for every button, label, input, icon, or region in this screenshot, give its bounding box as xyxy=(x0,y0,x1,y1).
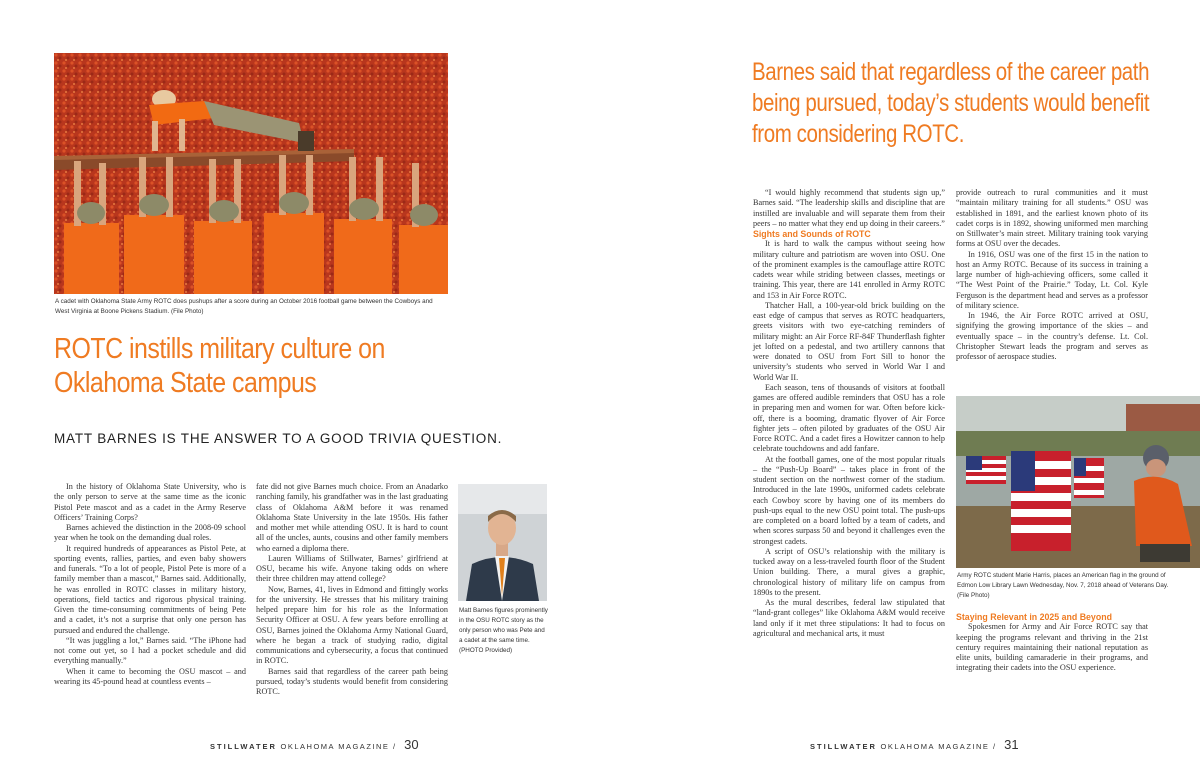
body-column-4-end xyxy=(956,612,1148,674)
paragraph: As the mural describes, federal law stipulated that “land-grant colleges” like Oklahoma A&M would receive land only if it met three stipulations: It had to focus on agricultural and mechanical arts, it must xyxy=(753,598,945,638)
footer-brand: STILLWATER xyxy=(810,742,877,751)
pull-quote: Barnes said that regardless of the career path being pursued, today’s students would benefit from considering ROTC. xyxy=(752,58,1150,148)
footer-left: STILLWATER OKLAHOMA MAGAZINE / 30 xyxy=(210,737,419,752)
paragraph: In 1946, the Air Force ROTC arrived at OSU, signifying the growing importance of the skies – and eventually space – in the country’s defense. Lt. Col. Christopher Stewart leads the program and serves as professor of aerospace studies. xyxy=(956,311,1148,361)
footer-brand: STILLWATER xyxy=(210,742,277,751)
paragraph: “It was juggling a lot,” Barnes said. “The iPhone had not come out yet, so I had a pocket schedule and did everything manually.” xyxy=(54,635,246,666)
subhead-sights-sounds: Sights and Sounds of ROTC xyxy=(753,229,871,239)
paragraph: Each season, tens of thousands of visitors at football games are offered audible reminders that OSU has a role in preparing men and women for war. Often before kick-off, there is a booming, dramatic flyover of Air Force fighter jets – often piloted by graduates of the OSU Air Force ROTC. And a cadet fires a Howitzer cannon to help celebrate touchdowns and add fanfare. xyxy=(753,382,945,454)
paragraph: Lauren Williams of Stillwater, Barnes’ girlfriend at OSU, became his wife. Anyone taking odds on where their three children may attend college? xyxy=(256,553,448,584)
paragraph: provide outreach to rural communities and it must “maintain military training for all students.” OSU was established in 1891, and the earliest known photo of its cadet corps is in 1892, showing uniformed men marching on Stillwater’s main street. Military training took varying forms at OSU over the decades. xyxy=(956,188,1148,249)
paragraph: “I would highly recommend that students sign up,” Barnes said. “The leadership skills and discipline that are instilled are invaluable and will separate them from their peers – no matter what they end up doing in their careers.” xyxy=(753,188,945,228)
portrait-caption: Matt Barnes figures prominently in the OSU ROTC story as the only person who was Pete and a cadet at the same time. (PHOTO Provided) xyxy=(459,607,548,654)
body-column-4 xyxy=(956,188,1148,362)
body-column-3 xyxy=(753,188,945,639)
photo-caption: A cadet with Oklahoma State Army ROTC does pushups after a score during an October 2016 football game between the Cowboys and West Virginia at Boone Pickens Stadium. (File Photo) xyxy=(55,298,433,315)
paragraph: A script of OSU’s relationship with the military is tucked away on a less-traveled fourth floor of the Student Union building. There, a mural gives a graphic, chronological history of military life on campus from 1890s to the present. xyxy=(753,546,945,597)
article-deck: MATT BARNES IS THE ANSWER TO A GOOD TRIVIA QUESTION. xyxy=(54,431,503,446)
paragraph: Barnes achieved the distinction in the 2008-09 school year when he took on the demanding dual roles. xyxy=(54,523,246,543)
pushup-board-photo xyxy=(54,53,448,294)
portrait-photo xyxy=(458,484,547,601)
paragraph: Barnes said that regardless of the career path being pursued, today’s students would benefit from considering ROTC. xyxy=(256,666,448,696)
paragraph: In 1916, OSU was one of the first 15 in the nation to host an Army ROTC. Because of its success in training a large number of high-achieving officers, some called it “The West Point of the Prairie.” Today, Lt. Col. Kyle Ferguson is the department head and serves as a professor of military science. xyxy=(956,249,1148,310)
footer-mag: OKLAHOMA MAGAZINE xyxy=(280,742,390,751)
paragraph: Thatcher Hall, a 100-year-old brick building on the east edge of campus that serves as ROTC headquarters, greets visitors with two eye-catching reminders of military might: an Air Force RF-84F Thunderflash fighter jet lofted on a pedestal, and two artillery cannons that were donated to OSU from Fort Sill to honor the university’s students who served in World War I and World War II. xyxy=(753,300,945,382)
paragraph: When it came to becoming the OSU mascot – and wearing its 45-pound head at countless events – xyxy=(54,666,246,686)
paragraph: Now, Barnes, 41, lives in Edmond and fittingly works for the university. He stresses that his military training helped prepare him for his role as the Information Security Officer at OSU. A few years before enrolling at OSU, Barnes joined the Oklahoma Army National Guard, where he began a track of studying radio, digital communications and cybersecurity, a focus that continued in ROTC. xyxy=(256,584,448,666)
paragraph: At the football games, one of the most popular rituals – the “Push-Up Board” – takes place in front of the student section on the northwest corner of the stadium. Introduced in the late 1990s, uniformed cadets celebrate each Cowboy score by having one of its members do push-ups equal to the new OSU point total. The push-ups are completed on a board lofted by a team of cadets, and when scores surpass 50 and beyond it challenges even the strongest cadets. xyxy=(753,454,945,546)
subhead-staying-relevant: Staying Relevant in 2025 and Beyond xyxy=(956,612,1112,622)
paragraph: In the history of Oklahoma State University, who is the only person to serve at the same time as the iconic Pistol Pete mascot and as a cadet in the Army Reserve Officers’ Training Corps? xyxy=(54,482,246,522)
article-headline: ROTC instills military culture on Oklahoma State campus xyxy=(54,333,385,399)
paragraph: Spokesmen for Army and Air Force ROTC say that keeping the programs relevant and thriving in the 21st century requires maintaining their national reputation as elite units, building camaraderie in their programs, and integrating their cadets into the OSU experience. xyxy=(956,622,1148,673)
paragraph: fate did not give Barnes much choice. From an Anadarko ranching family, his grandfather was in the last graduating class of Oklahoma A&M before it was renamed Oklahoma State University in the late 1950s. His father and mother met while attending OSU. It is hard to count all of the uncles, aunts, cousins and other family members who earned a diploma there. xyxy=(256,482,448,553)
footer-right: STILLWATER OKLAHOMA MAGAZINE / 31 xyxy=(810,737,1019,752)
paragraph: It is hard to walk the campus without seeing how military culture and patriotism are woven into OSU. One of the prominent examples is the camouflage attire ROTC cadets wear while striding between classes, meetings or training. This year, there are 141 enrolled in Army ROTC and 153 in Air Force ROTC. xyxy=(753,239,945,300)
flags-caption: Army ROTC student Marie Harris, places an American flag in the ground of Edmon Low Library Lawn Wednesday, Nov. 7, 2018 ahead of Veterans Day. (File Photo) xyxy=(957,572,1169,599)
page-number: 31 xyxy=(1004,737,1019,752)
footer-mag: OKLAHOMA MAGAZINE xyxy=(880,742,990,751)
flags-photo xyxy=(956,396,1200,568)
body-column-2 xyxy=(256,482,448,697)
page-number: 30 xyxy=(404,737,419,752)
body-column-1 xyxy=(54,482,246,687)
paragraph: It required hundreds of appearances as Pistol Pete, at sporting events, rallies, parties, and even baby showers and funerals. “To a lot of people, Pistol Pete is more of a family member than a mascot,” Barnes said. Additionally, he was enrolled in ROTC classes in military history, operations, field tactics and rigorous physical training. Given the time-consuming commitments of being Pete and a cadet, it’s not a surprise that only one person has pursued and endured the challenge. xyxy=(54,543,246,635)
